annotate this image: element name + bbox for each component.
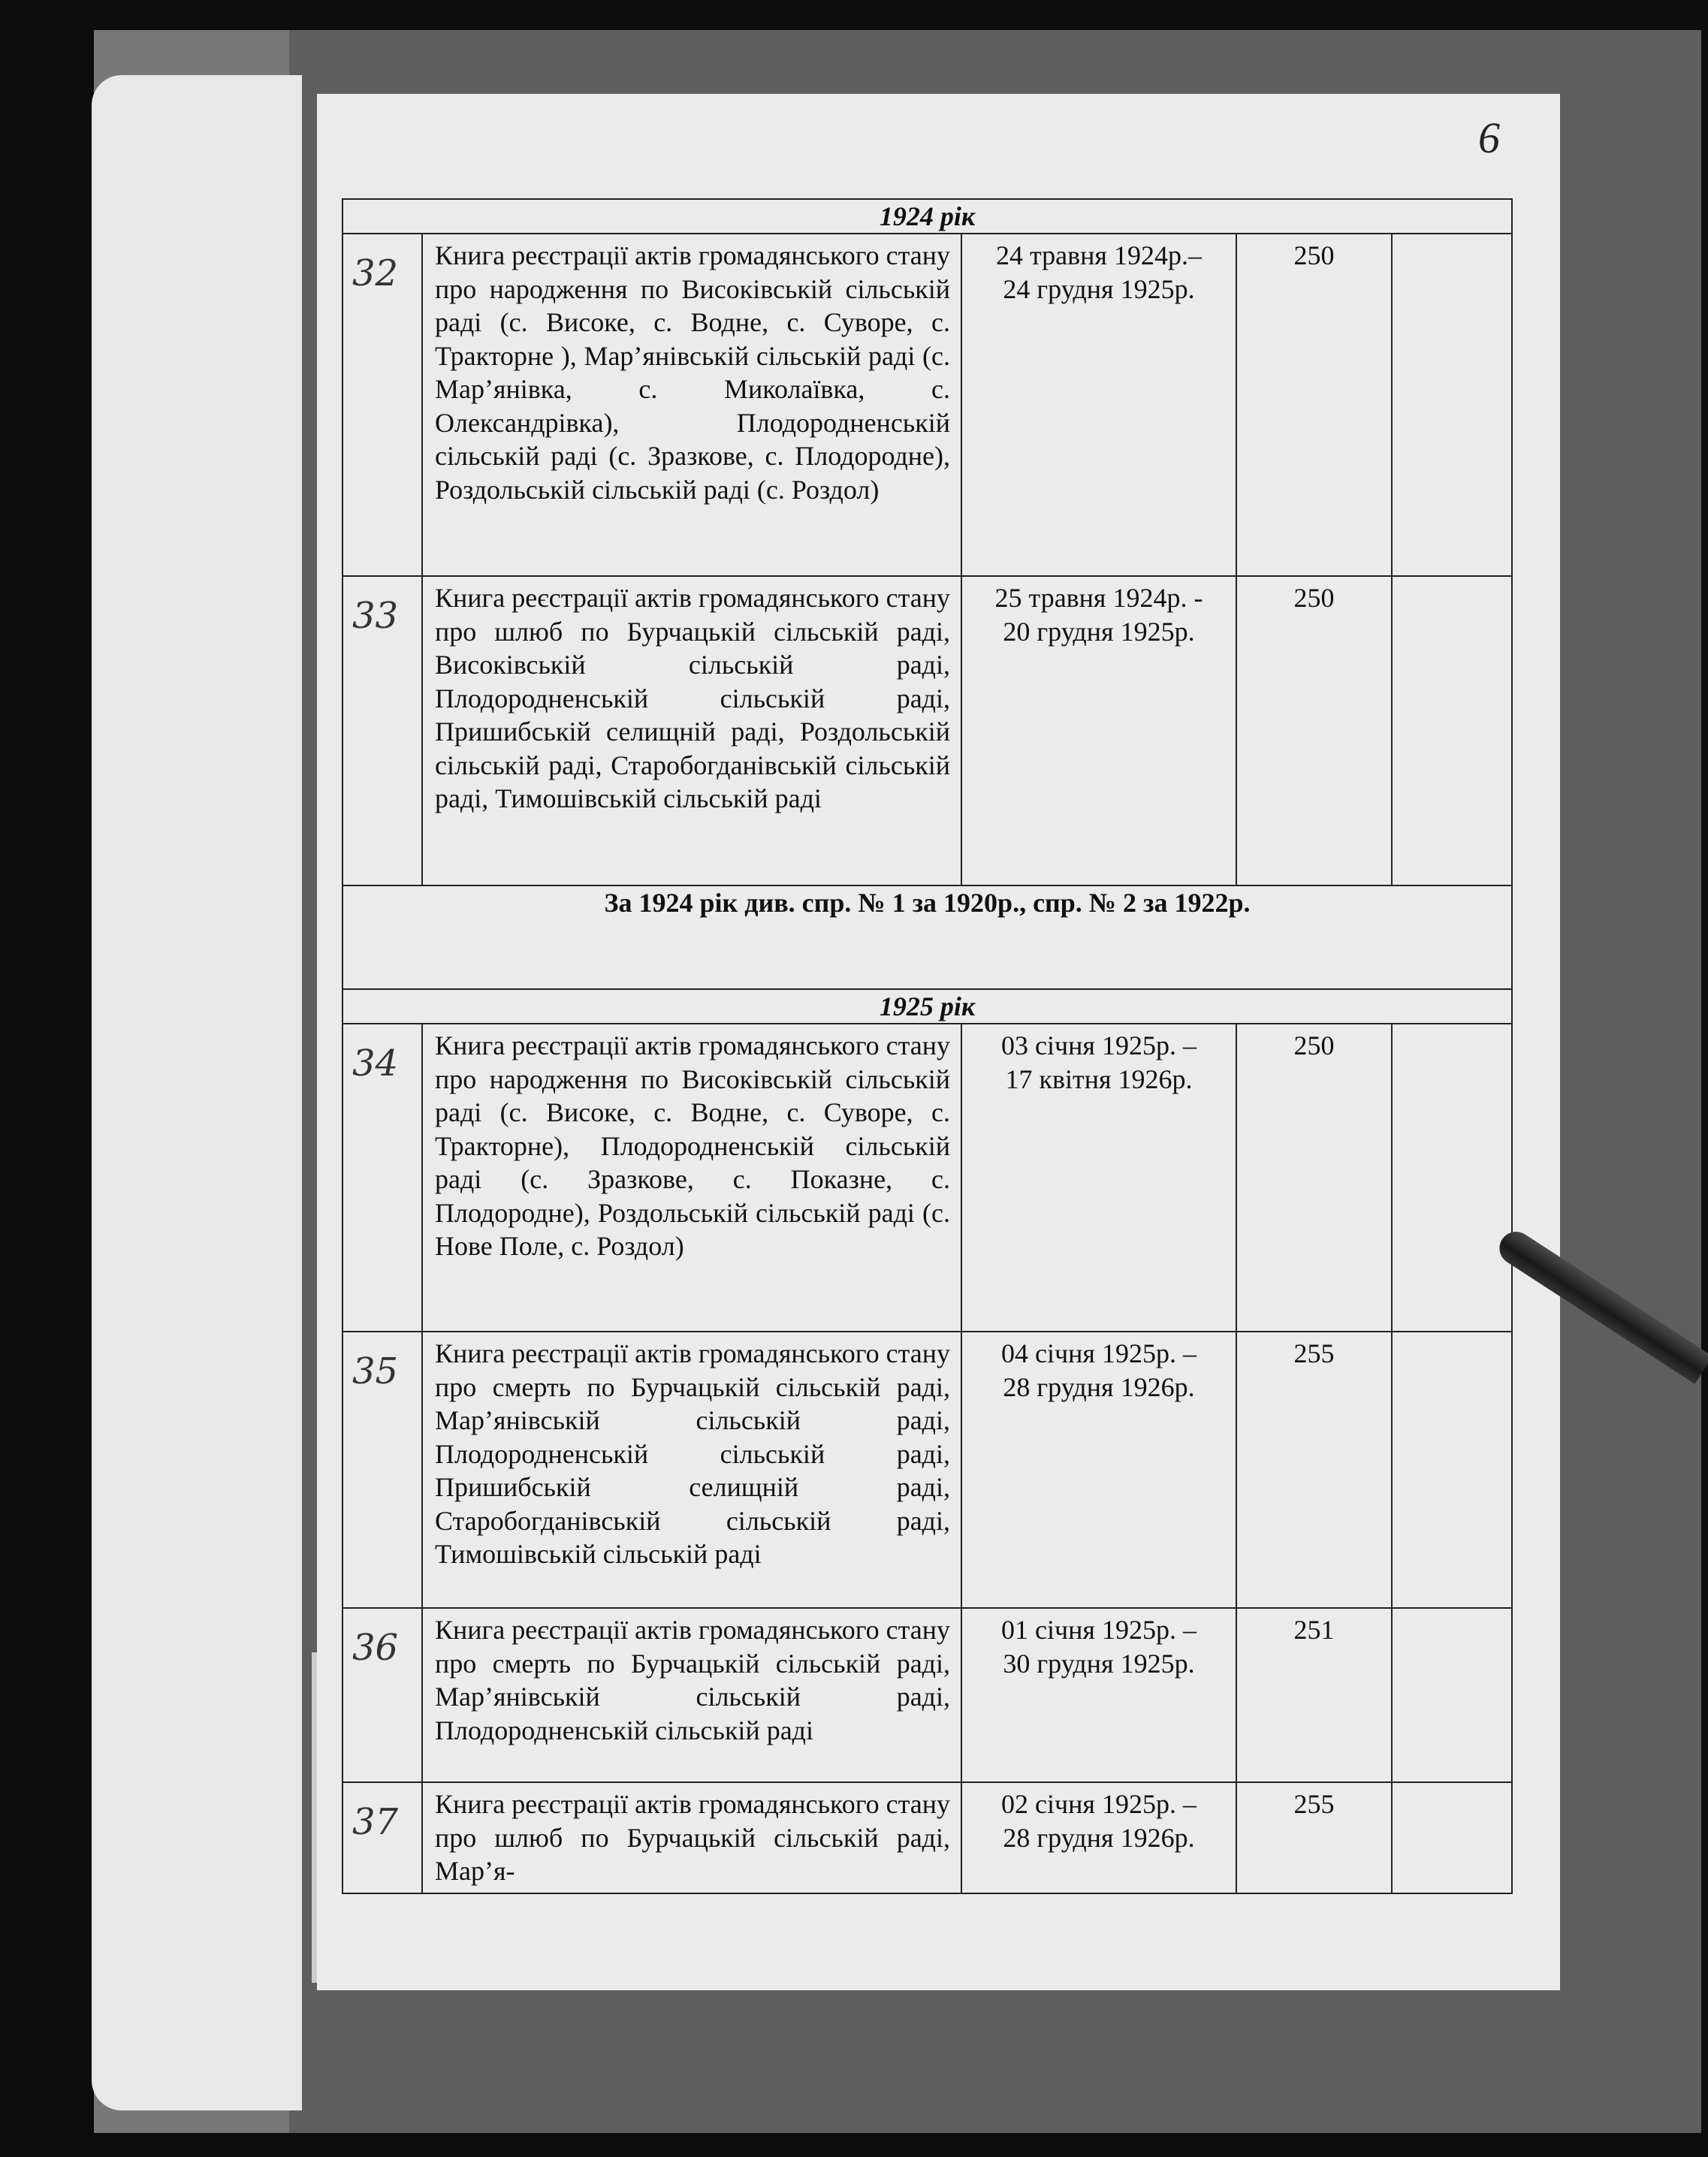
date-end: 17 квітня 1926р. [1005, 1063, 1193, 1094]
row-number-cell [343, 1782, 422, 1893]
row-dates [961, 234, 1236, 576]
row-title: Книга реєстрації актів громадянського стану про народження по Високівській сільській раді (с. Високе, с. Водне, с. Суворе, с. Тракторне ), Мар’янівській сільській раді (с. Мар’янівка, с. Миколаївка, с. Олександрівка), Плодородненській сільській раді (с. Зразкове, с. Плодородне), Роздольській сільській раді (с. Роздол) [422, 234, 961, 576]
row-note-cell [1392, 1332, 1512, 1608]
row-note-cell [1392, 576, 1512, 885]
date-end: 20 грудня 1925р. [1003, 616, 1195, 647]
table-row [343, 1782, 1512, 1893]
row-number: 35 [352, 1350, 399, 1392]
date-start: 03 січня 1925р. – [1001, 1030, 1197, 1060]
row-dates [961, 1608, 1236, 1782]
row-number-cell [343, 1024, 422, 1332]
year-header-row [343, 199, 1512, 234]
row-dates [961, 1024, 1236, 1332]
table-row [343, 1024, 1512, 1332]
row-number-cell [343, 234, 422, 576]
row-title: Книга реєстрації актів громадянського стану про шлюб по Бурчацькій сільській раді, Мар’я- [422, 1782, 961, 1893]
row-title: Книга реєстрації актів громадянського стану про шлюб по Бурчацькій сільській раді, Високівській сільській раді, Плодородненській сільській раді, Пришибській селищній раді, Роздольській сільській раді, Старобогданівській сільській раді, Тимошівській сільській раді [422, 576, 961, 885]
row-note-cell [1392, 234, 1512, 576]
left-page-edge [92, 75, 302, 2110]
row-count: 250 [1236, 576, 1392, 885]
register-table [342, 198, 1513, 1894]
row-dates [961, 576, 1236, 885]
date-start: 04 січня 1925р. – [1001, 1338, 1197, 1368]
folio-number: 6 [1478, 113, 1500, 162]
date-end: 30 грудня 1925р. [1003, 1648, 1195, 1679]
row-dates [961, 1332, 1236, 1608]
date-end: 28 грудня 1926р. [1003, 1371, 1195, 1402]
row-note-cell [1392, 1608, 1512, 1782]
date-start: 02 січня 1925р. – [1001, 1789, 1197, 1819]
date-start: 25 травня 1924р. - [994, 583, 1203, 613]
row-dates [961, 1782, 1236, 1893]
date-start: 01 січня 1925р. – [1001, 1615, 1197, 1645]
row-number: 36 [352, 1627, 399, 1669]
row-title: Книга реєстрації актів громадянського стану про смерть по Бурчацькій сільській раді, Мар’янівській сільській раді, Плодородненській сільській раді, Пришибській селищній раді, Старобогданівській сільській раді, Тимошівській сільській раді [422, 1332, 961, 1608]
row-count: 250 [1236, 234, 1392, 576]
row-number: 34 [352, 1042, 399, 1085]
table-row [343, 1608, 1512, 1782]
row-number: 32 [352, 252, 399, 294]
register-table-wrapper [342, 198, 1513, 1894]
row-title: Книга реєстрації актів громадянського стану про народження по Високівській сільській раді (с. Високе, с. Водне, с. Суворе, с. Тракторне), Плодородненській сільській раді (с. Зразкове, с. Показне, с. Плодородне), Роздольській сільській раді (с. Нове Поле, с. Роздол) [422, 1024, 961, 1332]
date-start: 24 травня 1924р.– [996, 240, 1202, 270]
year-header: 1925 рік [343, 989, 1512, 1024]
year-header-row [343, 989, 1512, 1024]
table-row [343, 1332, 1512, 1608]
row-number-cell [343, 576, 422, 885]
row-title: Книга реєстрації актів громадянського стану про смерть по Бурчацькій сільській раді, Мар’янівській сільській раді, Плодородненській сільській раді [422, 1608, 961, 1782]
row-note-cell [1392, 1024, 1512, 1332]
table-row [343, 234, 1512, 576]
cross-reference-row [343, 885, 1512, 989]
row-note-cell [1392, 1782, 1512, 1893]
table-row [343, 576, 1512, 885]
year-header: 1924 рік [343, 199, 1512, 234]
cross-reference-note: За 1924 рік див. спр. № 1 за 1920р., спр. № 2 за 1922р. [343, 885, 1512, 989]
row-count: 250 [1236, 1024, 1392, 1332]
row-count: 255 [1236, 1782, 1392, 1893]
date-end: 24 грудня 1925р. [1003, 273, 1195, 304]
row-number: 33 [352, 595, 399, 637]
row-number-cell [343, 1608, 422, 1782]
row-count: 255 [1236, 1332, 1392, 1608]
date-end: 28 грудня 1926р. [1003, 1822, 1195, 1853]
row-number-cell [343, 1332, 422, 1608]
row-count: 251 [1236, 1608, 1392, 1782]
row-number: 37 [352, 1801, 399, 1843]
